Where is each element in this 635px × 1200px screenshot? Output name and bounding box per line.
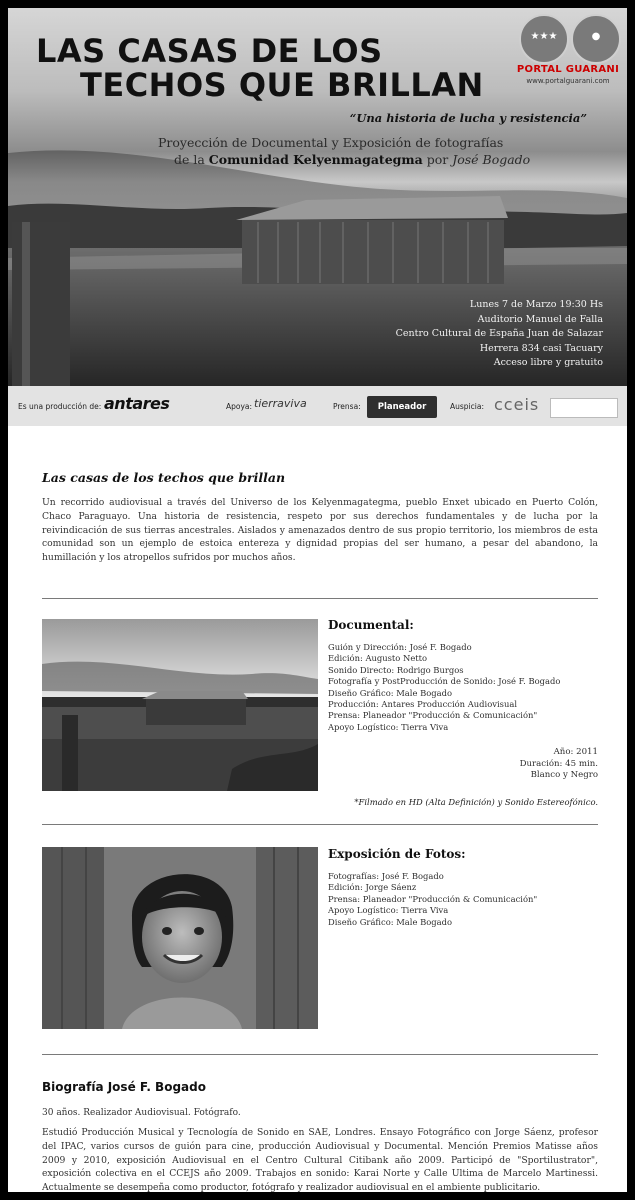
watermark-brand: PORTAL GUARANI	[516, 64, 620, 75]
documental-heading: Documental:	[328, 618, 414, 632]
credit-line: Producción: Antares Producción Audiovisual	[328, 699, 518, 710]
documental-meta	[328, 747, 598, 782]
credit-line: Prensa: Planeador "Producción & Comunicación"	[328, 893, 538, 904]
subtitle-prefix: de la	[174, 152, 209, 167]
credit-line: Fotografías: José F. Bogado	[328, 871, 444, 881]
poster-frame	[8, 8, 627, 1192]
divider	[42, 598, 598, 599]
poster-title-line1: LAS CASAS DE LOS	[36, 32, 383, 70]
event-venue: Auditorio Manuel de Falla	[477, 313, 603, 325]
poster-subtitle	[158, 134, 618, 168]
documental-credits	[328, 642, 598, 733]
poster-title-line2: TECHOS QUE BRILLAN	[80, 66, 484, 104]
credit-line: Apoyo Logístico: Tierra Viva	[328, 905, 449, 916]
credit-line: Diseño Gráfico: Male Bogado	[328, 916, 453, 927]
documental-details	[328, 618, 598, 807]
divider	[42, 824, 598, 825]
community-name: Comunidad Kelyenmagategma	[208, 152, 423, 167]
prensa-label: Prensa:	[333, 402, 361, 411]
exposicion-heading: Exposición de Fotos:	[328, 847, 466, 861]
credit-line: Edición: Jorge Sáenz	[328, 882, 417, 893]
poster-tagline: “Una historia de lucha y resistencia”	[349, 111, 587, 125]
author-name: José Bogado	[452, 152, 531, 167]
credit-line: Diseño Gráfico: Male Bogado	[328, 687, 453, 698]
produccion-label: Es una producción de:	[18, 402, 102, 411]
divider	[42, 1054, 598, 1055]
bio-title: Biografía José F. Bogado	[42, 1080, 206, 1094]
event-date: Lunes 7 de Marzo 19:30 Hs	[469, 299, 603, 310]
bio-summary: 30 años. Realizador Audiovisual. Fotógrafo.	[42, 1108, 241, 1118]
emblem-icon: ★★★	[519, 14, 569, 64]
exposicion-photo-image	[42, 847, 318, 1029]
antares-logo: antares	[104, 394, 170, 413]
event-center: Centro Cultural de España Juan de Salazar	[395, 328, 603, 339]
bio-text: Estudió Producción Musical y Tecnología de Sonido en SAE, Londres. Ensayo Fotográfico con Jorge Sáenz, profesor del IPAC, varios cursos de guión para cine, producción Audiovisual y Documental. Mención Premios Matisse años 2009 y 2010, exposición Audiovisual en el Centro Cultural Citibank año 2009. Participó de "Sportilustrator", exposición colectiva en el CCEJS año 2009. Trabajos en sonido: Karai Norte y Calle Ultima de Marcelo Martinessi. Actualmente se desempeña como productor, fotógrafo y realizador audiovisual en el ambiente publicitario.	[42, 1127, 598, 1192]
event-access: Acceso libre y gratuito	[493, 357, 603, 368]
subtitle-connector: por	[422, 152, 453, 167]
documental-photo-image	[42, 619, 318, 791]
documental-footnote: *Filmado en HD (Alta Definición) y Sonido Estereofónico.	[354, 797, 598, 808]
exposicion-credits	[328, 871, 598, 928]
credit-line: Edición: Augusto Netto	[328, 653, 428, 664]
documental-year: Año: 2011	[553, 747, 598, 758]
exposicion-details	[328, 847, 598, 928]
auspicia-label: Auspicia:	[450, 402, 484, 411]
seal-icon: ●	[571, 14, 621, 64]
credit-line: Fotografía y PostProducción de Sonido: José F. Bogado	[328, 676, 561, 687]
planeador-logo: Planeador	[367, 396, 437, 418]
event-address: Herrera 834 casi Tacuary	[479, 342, 603, 354]
poster-subtitle-line2	[158, 151, 618, 168]
watermark-url: www.portalguarani.com	[526, 77, 610, 85]
documental-duration: Duración: 45 min.	[519, 758, 598, 769]
tierraviva-logo: tierraviva	[254, 397, 307, 410]
credit-line: Guión y Dirección: José F. Bogado	[328, 642, 472, 652]
espana-cooperacion-logo	[550, 398, 618, 418]
credit-line: Prensa: Planeador "Producción & Comunicación"	[328, 710, 538, 721]
poster-subtitle-line1: Proyección de Documental y Exposición de fotografías	[158, 135, 504, 150]
poster-title	[36, 34, 484, 102]
credit-line: Sonido Directo: Rodrigo Burgos	[328, 664, 464, 675]
event-info	[396, 298, 603, 371]
intro-title: Las casas de los techos que brillan	[42, 470, 286, 485]
apoyo-label: Apoya:	[226, 402, 253, 411]
documental-format: Blanco y Negro	[530, 770, 598, 781]
credit-line: Apoyo Logístico: Tierra Viva	[328, 721, 449, 732]
sponsor-bar	[8, 386, 627, 426]
portal-guarani-watermark	[515, 14, 621, 88]
documental-photo	[42, 619, 318, 791]
cceis-logo: cceis	[494, 395, 540, 414]
intro-text: Un recorrido audiovisual a través del Universo de los Kelyenmagategma, pueblo Enxet ubicado en Puerto Colón, Chaco Paraguayo. Una historia de resistencia, respeto por sus derechos fundamentales y de lucha por la reivindicación de sus tierras ancestrales. Aislados y amenazados dentro de sus propio territorio, los miembros de esta comunidad son un ejemplo de estoica entereza y dignidad propias del ser humano, a pesar del abandono, la humillación y los atropellos sufridos por muchos años.	[42, 497, 598, 564]
exposicion-photo	[42, 847, 318, 1029]
